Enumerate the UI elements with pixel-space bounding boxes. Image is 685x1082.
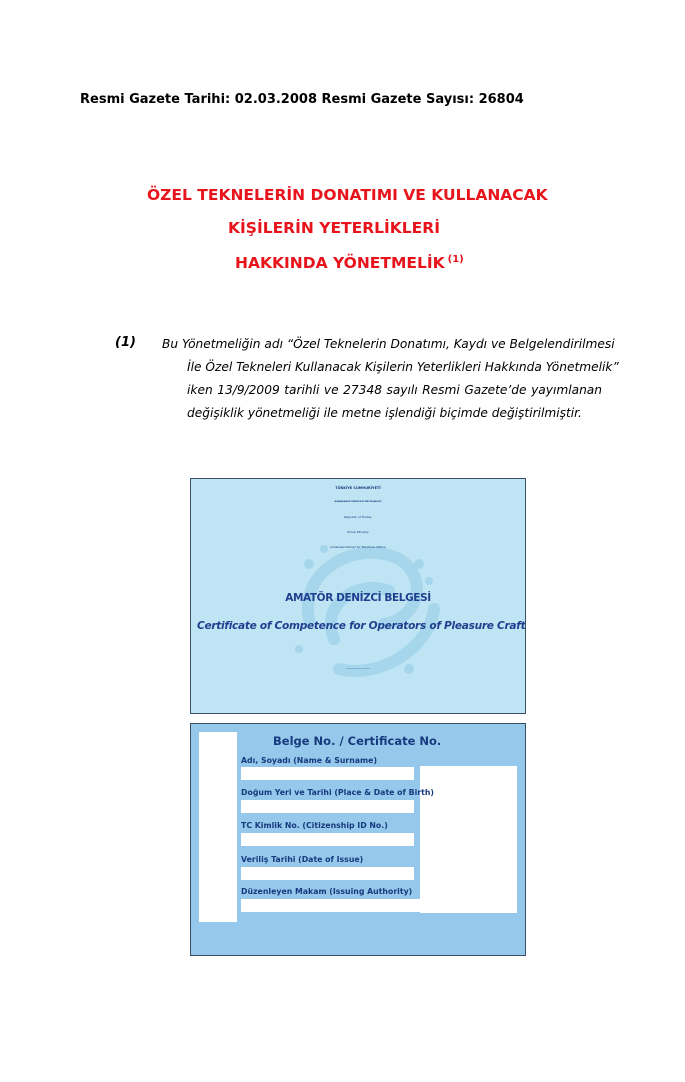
name-field — [241, 767, 414, 780]
document-title-line-1: ÖZEL TEKNELERİN DONATIMI VE KULLANACAK — [147, 186, 548, 204]
name-label: Adı, Soyadı (Name & Surname) — [241, 756, 378, 765]
validity-text-tr — [191, 669, 525, 670]
agency-name-en: Undersecretariat for Maritime Affairs — [330, 545, 386, 549]
gazette-header: Resmi Gazete Tarihi: 02.03.2008 Resmi Gazete Sayısı: 26804 — [80, 92, 524, 107]
title-footnote-ref: (1) — [447, 254, 464, 265]
certificate-title-tr: AMATÖR DENİZCİ BELGESİ — [285, 592, 431, 604]
issue-date-field — [241, 867, 414, 880]
certificate-front — [190, 478, 526, 714]
country-name-en: Republic of Turkey — [344, 515, 372, 519]
certificate-back — [190, 723, 526, 956]
ministry-name-en: Prime Ministry — [347, 530, 369, 534]
footnote-marker: (1) — [115, 335, 136, 350]
certificate-number-label: Belge No. / Certificate No. — [273, 734, 442, 748]
footnote-line-2: İle Özel Tekneleri Kullanacak Kişilerin Yeterlikleri Hakkında Yönetmelik” — [187, 360, 619, 374]
certificate-title-en: Certificate of Competence for Operators of Pleasure Craft — [197, 620, 526, 632]
footnote-line-4: değişiklik yönetmeliği ile metne işlendiği biçimde değiştirilmiştir. — [187, 406, 582, 420]
footnote-line-1: Bu Yönetmeliğin adı “Özel Teknelerin Donatımı, Kaydı ve Belgelendirilmesi — [162, 337, 615, 351]
issue-date-label: Veriliş Tarihi (Date of Issue) — [241, 855, 364, 864]
document-title-line-3-text: HAKKINDA YÖNETMELİK — [235, 254, 445, 272]
issuing-authority-field — [241, 899, 517, 912]
agency-name-tr: BAŞBAKANLIK DENİZCİLİK MÜSTEŞARLIĞI — [334, 501, 382, 503]
country-name: TÜRKİYE CUMHURİYETİ — [335, 486, 381, 490]
citizenship-id-field — [241, 833, 414, 846]
document-title-line-2: KİŞİLERİN YETERLİKLERİ — [228, 219, 440, 237]
footnote-line-3: iken 13/9/2009 tarihli ve 27348 sayılı Resmi Gazete’de yayımlanan — [187, 383, 602, 397]
white-strip — [199, 732, 237, 922]
photo-box — [420, 766, 517, 913]
issuing-authority-label: Düzenleyen Makam (Issuing Authority) — [241, 887, 413, 896]
birth-label: Doğum Yeri ve Tarihi (Place & Date of Birth) — [241, 788, 434, 797]
birth-field — [241, 800, 414, 813]
document-title-line-3 — [235, 254, 464, 272]
citizenship-id-label: TC Kimlik No. (Citizenship ID No.) — [241, 821, 388, 830]
